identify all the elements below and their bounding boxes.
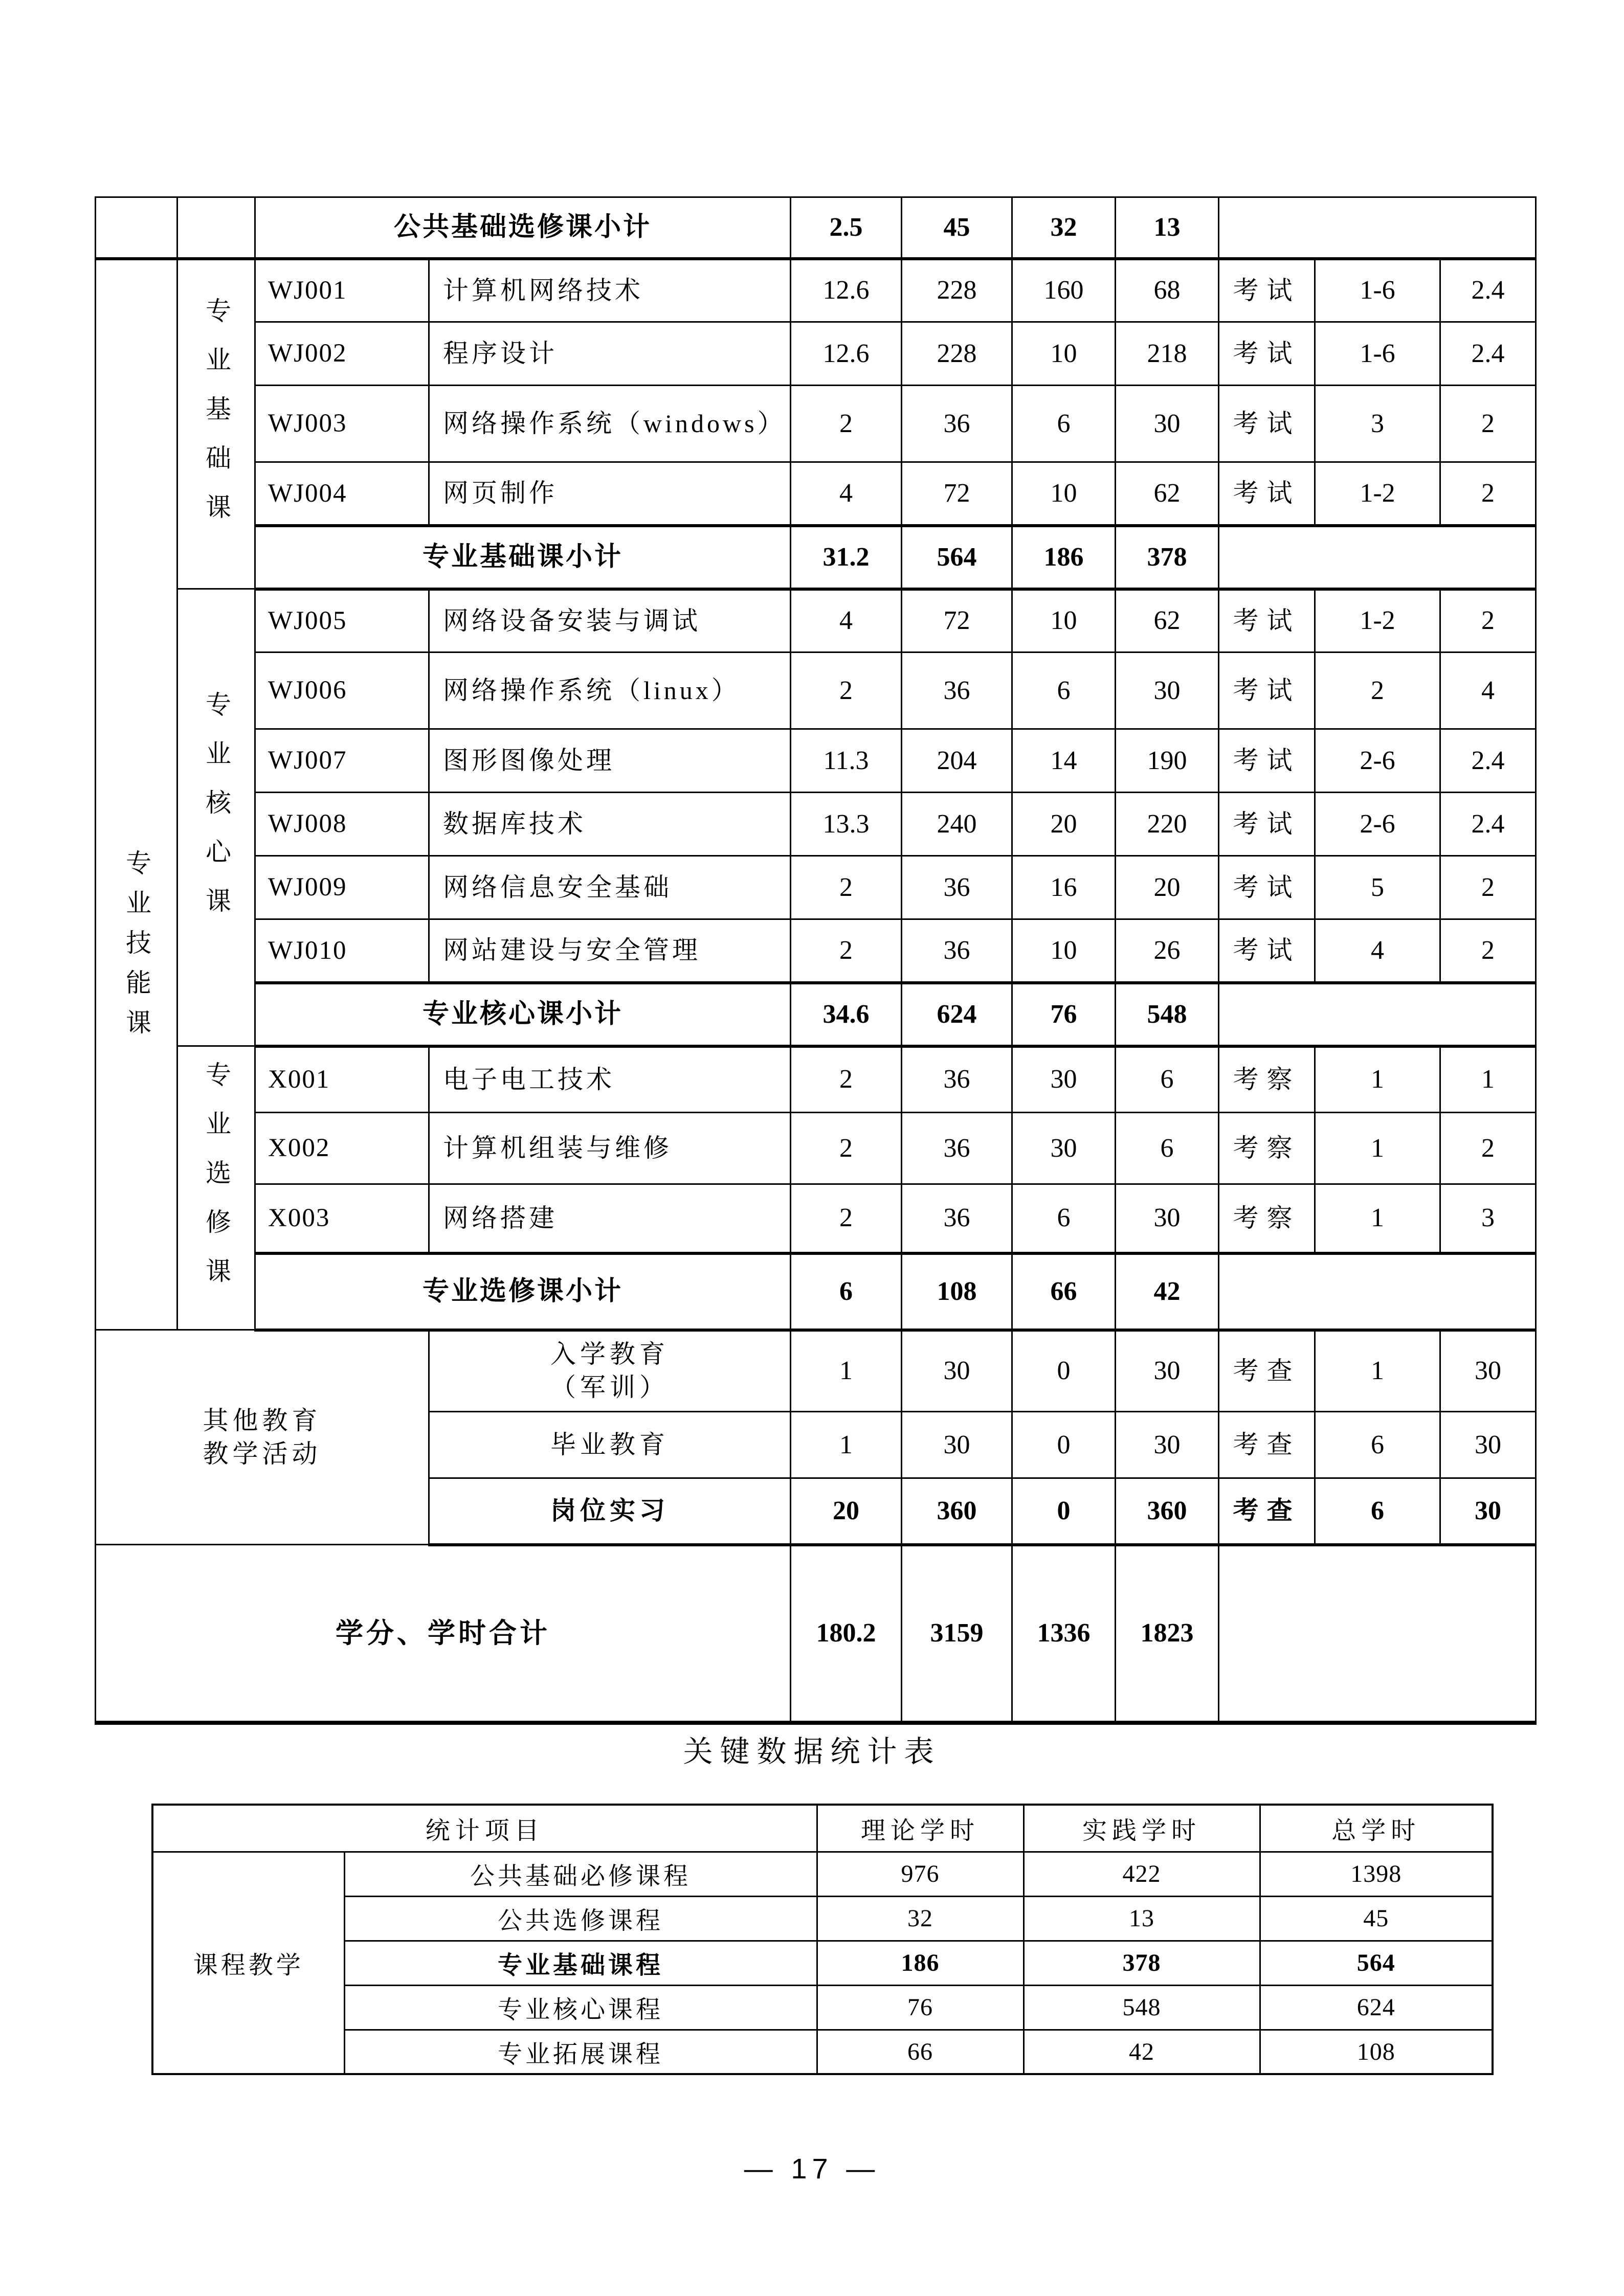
skill-group-label: 专业技能课 [122, 849, 151, 1049]
stats-total-cell: 1398 [1260, 1852, 1493, 1896]
stats-row [152, 1985, 1493, 2030]
semester-cell: 2 [1315, 652, 1440, 729]
total-hours-cell: 108 [902, 1253, 1012, 1330]
course-code-cell: WJ001 [255, 259, 429, 322]
semester-cell: 1 [1315, 1330, 1440, 1412]
total-hours-cell: 36 [902, 1046, 1012, 1113]
weekly-hours-cell: 2 [1440, 856, 1536, 919]
stats-header-theory: 理论学时 [817, 1805, 1024, 1852]
practice-hours-cell: 30 [1116, 1330, 1219, 1412]
course-name-cell: 网络信息安全基础 [429, 856, 791, 919]
course-row [96, 259, 1536, 322]
theory-hours-cell: 0 [1012, 1330, 1116, 1412]
credits-cell: 2 [791, 1184, 902, 1253]
grand-total-row [96, 1545, 1536, 1723]
theory-hours-cell: 0 [1012, 1412, 1116, 1478]
subtotal-label: 专业基础课小计 [255, 526, 791, 589]
stats-row [152, 1852, 1493, 1896]
total-hours-cell: 72 [902, 589, 1012, 652]
course-code-cell: WJ007 [255, 729, 429, 793]
course-name-cell: 网络操作系统（windows） [429, 386, 791, 462]
skill-group-cell [96, 259, 177, 1330]
group-label: 专业核心课 [202, 690, 231, 936]
exam-type-cell: 考试 [1219, 322, 1315, 386]
exam-type-cell: 考试 [1219, 729, 1315, 793]
activity-name: （军训） [550, 1373, 669, 1402]
total-hours-cell: 36 [902, 386, 1012, 462]
semester-cell: 1-6 [1315, 322, 1440, 386]
semester-cell: 3 [1315, 386, 1440, 462]
weekly-hours-cell: 2 [1440, 589, 1536, 652]
other-activities-label: 其他教育 [203, 1406, 322, 1435]
credits-cell: 2 [791, 386, 902, 462]
practice-hours-cell: 6 [1116, 1046, 1219, 1113]
total-hours-cell: 228 [902, 322, 1012, 386]
course-name-cell: 计算机网络技术 [429, 259, 791, 322]
semester-cell: 1 [1315, 1046, 1440, 1113]
credits-cell: 11.3 [791, 729, 902, 793]
course-code-cell: WJ004 [255, 462, 429, 526]
stats-header-practice: 实践学时 [1024, 1805, 1260, 1852]
exam-type-cell: 考试 [1219, 589, 1315, 652]
subtotal-label: 公共基础选修课小计 [255, 197, 791, 259]
stats-theory-cell: 186 [817, 1941, 1024, 1985]
course-name-cell: 网页制作 [429, 462, 791, 526]
stats-header-total: 总学时 [1260, 1805, 1493, 1852]
course-code-cell: X001 [255, 1046, 429, 1113]
exam-type-cell: 考试 [1219, 386, 1315, 462]
stats-item-cell: 公共基础必修课程 [344, 1852, 817, 1896]
total-hours-cell: 36 [902, 1184, 1012, 1253]
course-row [96, 1113, 1536, 1184]
empty-cell [1219, 1253, 1536, 1330]
theory-hours-cell: 186 [1012, 526, 1116, 589]
total-hours-cell: 36 [902, 1113, 1012, 1184]
empty-cell [1219, 1545, 1536, 1723]
group-label: 专业基础课 [202, 297, 231, 543]
exam-type-cell: 考试 [1219, 259, 1315, 322]
course-row [96, 589, 1536, 652]
total-hours-cell: 240 [902, 793, 1012, 856]
activity-name-cell: 毕业教育 [429, 1412, 791, 1478]
practice-hours-cell: 20 [1116, 856, 1219, 919]
activity-name-cell [429, 1330, 791, 1412]
exam-type-cell: 考试 [1219, 919, 1315, 983]
activity-name-cell: 岗位实习 [429, 1478, 791, 1545]
course-row [96, 793, 1536, 856]
semester-cell: 2-6 [1315, 793, 1440, 856]
stats-practice-cell: 13 [1024, 1896, 1260, 1941]
exam-type-cell: 考察 [1219, 1184, 1315, 1253]
theory-hours-cell: 1336 [1012, 1545, 1116, 1723]
group-cell-elective [177, 1046, 255, 1330]
course-code-cell: WJ003 [255, 386, 429, 462]
credits-cell: 4 [791, 589, 902, 652]
practice-hours-cell: 68 [1116, 259, 1219, 322]
exam-type-cell: 考试 [1219, 793, 1315, 856]
course-row [96, 462, 1536, 526]
total-hours-cell: 45 [902, 197, 1012, 259]
course-name-cell: 电子电工技术 [429, 1046, 791, 1113]
group-cell-core [177, 589, 255, 1046]
course-name-cell: 网络操作系统（linux） [429, 652, 791, 729]
credits-cell: 2 [791, 919, 902, 983]
practice-hours-cell: 62 [1116, 462, 1219, 526]
course-row [96, 386, 1536, 462]
empty-cell [1219, 197, 1536, 259]
course-name-cell: 网络搭建 [429, 1184, 791, 1253]
total-hours-cell: 36 [902, 652, 1012, 729]
theory-hours-cell: 10 [1012, 322, 1116, 386]
exam-type-cell: 考察 [1219, 1046, 1315, 1113]
subtotal-label: 专业核心课小计 [255, 983, 791, 1046]
stats-practice-cell: 422 [1024, 1852, 1260, 1896]
total-hours-cell: 72 [902, 462, 1012, 526]
curriculum-table [95, 196, 1537, 1725]
credits-cell: 1 [791, 1330, 902, 1412]
theory-hours-cell: 14 [1012, 729, 1116, 793]
total-hours-cell: 228 [902, 259, 1012, 322]
empty-cell [177, 197, 255, 259]
activity-row [96, 1330, 1536, 1412]
stats-item-cell: 公共选修课程 [344, 1896, 817, 1941]
course-name-cell: 程序设计 [429, 322, 791, 386]
credits-cell: 2 [791, 1046, 902, 1113]
course-row [96, 1046, 1536, 1113]
weekly-hours-cell: 2.4 [1440, 259, 1536, 322]
credits-cell: 180.2 [791, 1545, 902, 1723]
empty-cell [96, 197, 177, 259]
credits-cell: 1 [791, 1412, 902, 1478]
course-code-cell: WJ010 [255, 919, 429, 983]
theory-hours-cell: 30 [1012, 1113, 1116, 1184]
other-activities-cell [96, 1330, 429, 1545]
theory-hours-cell: 0 [1012, 1478, 1116, 1545]
exam-type-cell: 考试 [1219, 462, 1315, 526]
practice-hours-cell: 378 [1116, 526, 1219, 589]
stats-header-row [152, 1805, 1493, 1852]
stats-row [152, 2030, 1493, 2074]
practice-hours-cell: 30 [1116, 652, 1219, 729]
practice-hours-cell: 30 [1116, 386, 1219, 462]
exam-type-cell: 考试 [1219, 856, 1315, 919]
exam-type-cell: 考查 [1219, 1412, 1315, 1478]
weekly-hours-cell: 2.4 [1440, 793, 1536, 856]
semester-cell: 6 [1315, 1478, 1440, 1545]
theory-hours-cell: 30 [1012, 1046, 1116, 1113]
key-data-stats-table [151, 1804, 1494, 2075]
credits-cell: 6 [791, 1253, 902, 1330]
course-code-cell: WJ006 [255, 652, 429, 729]
credits-cell: 12.6 [791, 259, 902, 322]
theory-hours-cell: 20 [1012, 793, 1116, 856]
semester-cell: 6 [1315, 1412, 1440, 1478]
course-code-cell: WJ002 [255, 322, 429, 386]
course-code-cell: X002 [255, 1113, 429, 1184]
theory-hours-cell: 6 [1012, 652, 1116, 729]
theory-hours-cell: 66 [1012, 1253, 1116, 1330]
weekly-hours-cell: 3 [1440, 1184, 1536, 1253]
practice-hours-cell: 190 [1116, 729, 1219, 793]
theory-hours-cell: 76 [1012, 983, 1116, 1046]
total-hours-cell: 204 [902, 729, 1012, 793]
exam-type-cell: 考查 [1219, 1330, 1315, 1412]
credits-cell: 2 [791, 1113, 902, 1184]
practice-hours-cell: 62 [1116, 589, 1219, 652]
stats-practice-cell: 548 [1024, 1985, 1260, 2030]
stats-item-cell: 专业基础课程 [344, 1941, 817, 1985]
activity-name: 入学教育 [550, 1340, 669, 1369]
stats-group-cell: 课程教学 [152, 1852, 344, 2074]
stats-theory-cell: 66 [817, 2030, 1024, 2074]
course-name-cell: 图形图像处理 [429, 729, 791, 793]
course-code-cell: X003 [255, 1184, 429, 1253]
stats-row [152, 1896, 1493, 1941]
credits-cell: 34.6 [791, 983, 902, 1046]
stats-total-cell: 108 [1260, 2030, 1493, 2074]
stats-item-cell: 专业拓展课程 [344, 2030, 817, 2074]
total-hours-cell: 36 [902, 856, 1012, 919]
course-code-cell: WJ008 [255, 793, 429, 856]
weekly-hours-cell: 2 [1440, 462, 1536, 526]
exam-type-cell: 考察 [1219, 1113, 1315, 1184]
semester-cell: 1-6 [1315, 259, 1440, 322]
semester-cell: 1 [1315, 1113, 1440, 1184]
semester-cell: 5 [1315, 856, 1440, 919]
credits-cell: 2.5 [791, 197, 902, 259]
total-hours-cell: 3159 [902, 1545, 1012, 1723]
stats-theory-cell: 976 [817, 1852, 1024, 1896]
total-hours-cell: 360 [902, 1478, 1012, 1545]
practice-hours-cell: 218 [1116, 322, 1219, 386]
course-code-cell: WJ009 [255, 856, 429, 919]
weekly-hours-cell: 2.4 [1440, 322, 1536, 386]
page-number: — 17 — [744, 2152, 880, 2185]
weekly-hours-cell: 2.4 [1440, 729, 1536, 793]
total-hours-cell: 36 [902, 919, 1012, 983]
stats-practice-cell: 378 [1024, 1941, 1260, 1985]
stats-total-cell: 45 [1260, 1896, 1493, 1941]
credits-cell: 4 [791, 462, 902, 526]
semester-cell: 4 [1315, 919, 1440, 983]
stats-theory-cell: 76 [817, 1985, 1024, 2030]
theory-hours-cell: 10 [1012, 589, 1116, 652]
stats-total-cell: 564 [1260, 1941, 1493, 1985]
stats-item-cell: 专业核心课程 [344, 1985, 817, 2030]
semester-cell: 1 [1315, 1184, 1440, 1253]
weekly-hours-cell: 30 [1440, 1478, 1536, 1545]
subtotal-label: 专业选修课小计 [255, 1253, 791, 1330]
practice-hours-cell: 6 [1116, 1113, 1219, 1184]
stats-row [152, 1941, 1493, 1985]
practice-hours-cell: 42 [1116, 1253, 1219, 1330]
semester-cell: 1-2 [1315, 462, 1440, 526]
weekly-hours-cell: 2 [1440, 919, 1536, 983]
theory-hours-cell: 32 [1012, 197, 1116, 259]
weekly-hours-cell: 4 [1440, 652, 1536, 729]
subtotal-row [96, 983, 1536, 1046]
practice-hours-cell: 30 [1116, 1184, 1219, 1253]
theory-hours-cell: 10 [1012, 462, 1116, 526]
stats-practice-cell: 42 [1024, 2030, 1260, 2074]
theory-hours-cell: 160 [1012, 259, 1116, 322]
course-name-cell: 网络设备安装与调试 [429, 589, 791, 652]
course-row [96, 322, 1536, 386]
stats-total-cell: 624 [1260, 1985, 1493, 2030]
theory-hours-cell: 16 [1012, 856, 1116, 919]
total-hours-cell: 564 [902, 526, 1012, 589]
weekly-hours-cell: 30 [1440, 1412, 1536, 1478]
practice-hours-cell: 220 [1116, 793, 1219, 856]
total-hours-cell: 30 [902, 1412, 1012, 1478]
stats-header-item: 统计项目 [152, 1805, 817, 1852]
course-row [96, 856, 1536, 919]
weekly-hours-cell: 30 [1440, 1330, 1536, 1412]
semester-cell: 1-2 [1315, 589, 1440, 652]
practice-hours-cell: 360 [1116, 1478, 1219, 1545]
total-hours-cell: 30 [902, 1330, 1012, 1412]
stats-theory-cell: 32 [817, 1896, 1024, 1941]
exam-type-cell: 考查 [1219, 1478, 1315, 1545]
credits-cell: 2 [791, 856, 902, 919]
weekly-hours-cell: 2 [1440, 1113, 1536, 1184]
practice-hours-cell: 13 [1116, 197, 1219, 259]
course-row [96, 652, 1536, 729]
credits-cell: 2 [791, 652, 902, 729]
weekly-hours-cell: 1 [1440, 1046, 1536, 1113]
theory-hours-cell: 6 [1012, 1184, 1116, 1253]
total-hours-cell: 624 [902, 983, 1012, 1046]
grand-total-label: 学分、学时合计 [96, 1545, 791, 1723]
practice-hours-cell: 1823 [1116, 1545, 1219, 1723]
course-name-cell: 网站建设与安全管理 [429, 919, 791, 983]
weekly-hours-cell: 2 [1440, 386, 1536, 462]
group-label: 专业选修课 [202, 1061, 231, 1307]
course-row [96, 1184, 1536, 1253]
practice-hours-cell: 548 [1116, 983, 1219, 1046]
theory-hours-cell: 10 [1012, 919, 1116, 983]
semester-cell: 2-6 [1315, 729, 1440, 793]
credits-cell: 12.6 [791, 322, 902, 386]
course-code-cell: WJ005 [255, 589, 429, 652]
stats-table-title: 关键数据统计表 [683, 1735, 941, 1768]
subtotal-row [96, 1253, 1536, 1330]
credits-cell: 13.3 [791, 793, 902, 856]
credits-cell: 31.2 [791, 526, 902, 589]
empty-cell [1219, 983, 1536, 1046]
exam-type-cell: 考试 [1219, 652, 1315, 729]
group-cell-basic [177, 259, 255, 589]
subtotal-row [96, 526, 1536, 589]
empty-cell [1219, 526, 1536, 589]
course-row [96, 729, 1536, 793]
course-row [96, 919, 1536, 983]
course-name-cell: 数据库技术 [429, 793, 791, 856]
practice-hours-cell: 26 [1116, 919, 1219, 983]
course-name-cell: 计算机组装与维修 [429, 1113, 791, 1184]
theory-hours-cell: 6 [1012, 386, 1116, 462]
credits-cell: 20 [791, 1478, 902, 1545]
practice-hours-cell: 30 [1116, 1412, 1219, 1478]
subtotal-row [96, 197, 1536, 259]
other-activities-label: 教学活动 [203, 1439, 322, 1469]
